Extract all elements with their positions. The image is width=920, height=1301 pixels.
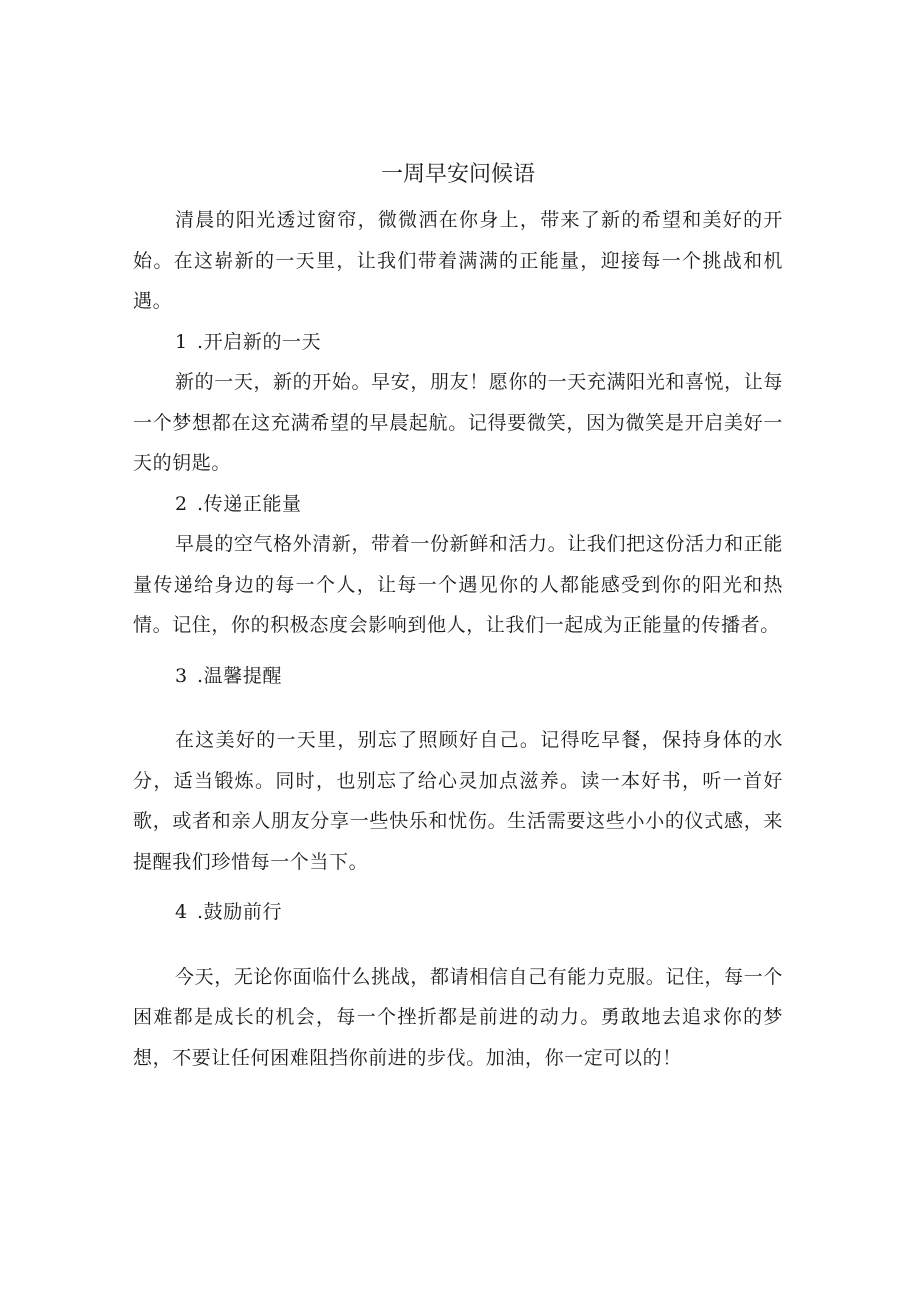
- section-1-title: .开启新的一天: [197, 330, 322, 353]
- section-1-number: 1: [175, 330, 188, 353]
- section-3-body: 在这美好的一天里，别忘了照顾好自己。记得吃早餐，保持身体的水分，适当锻炼。同时，也别忘了给心灵加点滋养。读一本好书，听一首好歌，或者和亲人朋友分享一些快乐和忧伤。生活需要这些小小的仪式感，来提醒我们珍惜每一个当下。: [133, 729, 783, 873]
- section-3-title: .温馨提醒: [197, 664, 283, 687]
- spacer: [133, 696, 783, 720]
- section-4-body: 今天，无论你面临什么挑战，都请相信自己有能力克服。记住，每一个困难都是成长的机会，每一个挫折都是前进的动力。勇敢地去追求你的梦想，不要让任何困难阻挡你前进的步伐。加油，你一定可以的！: [133, 965, 783, 1069]
- spacer: [133, 933, 783, 957]
- section-3-number: 3: [175, 664, 188, 687]
- section-3-heading: [133, 656, 783, 697]
- section-2-number: 2: [175, 492, 188, 515]
- section-4-title: .鼓励前行: [197, 901, 283, 923]
- section-1-heading: [133, 322, 783, 363]
- section-2-title: .传递正能量: [197, 492, 302, 515]
- document-title: 一周早安问候语: [380, 162, 535, 187]
- section-1-body: 新的一天，新的开始。早安，朋友！愿你的一天充满阳光和喜悦，让每一个梦想都在这充满希望的早晨起航。记得要微笑，因为微笑是开启美好一天的钥匙。: [133, 371, 783, 474]
- intro-paragraph: 清晨的阳光透过窗帘，微微洒在你身上，带来了新的希望和美好的开始。在这崭新的一天里，让我们带着满满的正能量，迎接每一个挑战和机遇。: [133, 209, 783, 312]
- section-2-body: 早晨的空气格外清新，带着一份新鲜和活力。让我们把这份活力和正能量传递给身边的每一个人，让每一个遇见你的人都能感受到你的阳光和热情。记住，你的积极态度会影响到他人，让我们一起成为正能量的传播者。: [133, 533, 783, 636]
- document-page: [133, 160, 783, 1078]
- section-4-heading: [133, 892, 783, 933]
- section-4-number: 4: [175, 901, 188, 923]
- section-2-heading: [133, 484, 783, 525]
